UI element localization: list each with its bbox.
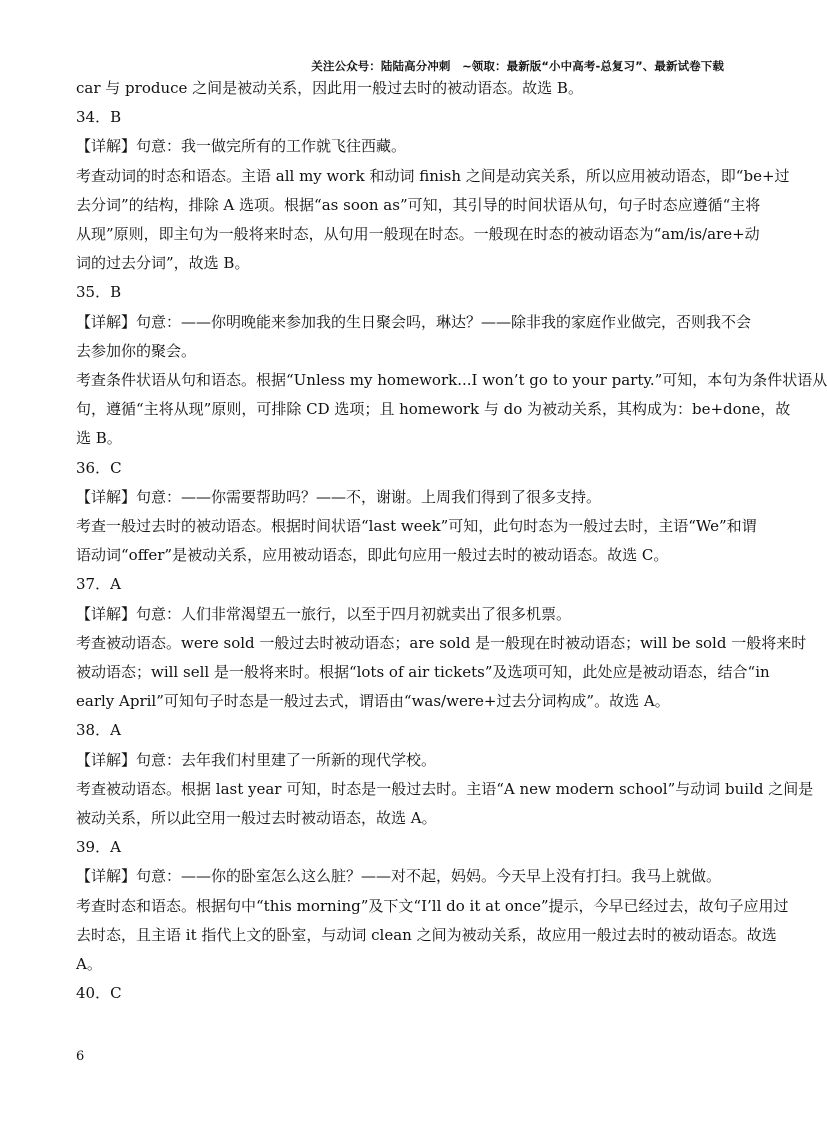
answer-explanations	[76, 74, 827, 1009]
answer-36: 36．C	[76, 458, 122, 477]
text-line: 【详解】句意：——你需要帮助吗？——不，谢谢。上周我们得到了很多支持。	[76, 487, 602, 506]
text-line: 句，遵循“主将从现”原则，可排除 CD 选项；且 homework 与 do 为被动关系，其构成为：be+done，故	[76, 400, 791, 419]
explanation-39	[76, 862, 789, 979]
explanation-35	[76, 308, 827, 454]
text-line: 【详解】句意：去年我们村里建了一所新的现代学校。	[76, 750, 437, 769]
text-line: 考查动词的时态和语态。主语 all my work 和动词 finish 之间是动宾关系，所以应用被动语态，即“be+过	[76, 166, 790, 185]
text-line: 考查被动语态。根据 last year 可知，时态是一般过去时。主语“A new modern school”与动词 build 之间是	[76, 779, 814, 798]
carry-over-explanation	[76, 74, 726, 103]
text-line: 考查被动语态。were sold 一般过去时被动语态；are sold 是一般现在时被动语态；will be sold 一般将来时	[76, 633, 807, 652]
header-promo-note: 关注公众号：陆陆高分冲刺 ~领取：最新版“小中高考-总复习”、最新试卷下载	[311, 59, 724, 73]
text-line: 选 B。	[76, 429, 122, 448]
text-line: 语动词“offer”是被动关系，应用被动语态，即此句应用一般过去时的被动语态。故选 C。	[76, 546, 669, 565]
explanation-37	[76, 600, 807, 717]
text-line: 考查条件状语从句和语态。根据“Unless my homework...I won’t go to your party.”可知，本句为条件状语从	[76, 371, 827, 390]
answer-38: 38．A	[76, 721, 121, 740]
text-line: 【详解】句意：人们非常渴望五一旅行，以至于四月初就卖出了很多机票。	[76, 604, 572, 623]
explanation-38	[76, 746, 814, 834]
text-line: A。	[76, 955, 102, 974]
text-line: car 与 produce 之间是被动关系，因此用一般过去时的被动语态。故选 B。	[76, 79, 583, 97]
explanation-34	[76, 132, 790, 278]
text-line: 考查一般过去时的被动语态。根据时间状语“last week”可知，此句时态为一般过去时，主语“We”和谓	[76, 517, 757, 536]
text-line: 考查时态和语态。根据句中“this morning”及下文“I’ll do it at once”提示，今早已经过去，故句子应用过	[76, 896, 789, 915]
answer-40: 40．C	[76, 984, 122, 1003]
text-line: 去分词”的结构，排除 A 选项。根据“as soon as”可知，其引导的时间状语从句，句子时态应遵循“主将	[76, 195, 761, 214]
text-line: 【详解】句意：——你明晚能来参加我的生日聚会吗，琳达？——除非我的家庭作业做完，否则我不会	[76, 312, 752, 331]
text-line: 【详解】句意：我一做完所有的工作就飞往西藏。	[76, 137, 407, 156]
text-line: 【详解】句意：——你的卧室怎么这么脏？——对不起，妈妈。今天早上没有打扫。我马上就做。	[76, 867, 722, 886]
page-number: 6	[76, 1049, 85, 1064]
text-line: early April”可知句子时态是一般过去式，谓语由“was/were+过去分词构成”。故选 A。	[76, 692, 670, 711]
text-line: 去时态，且主语 it 指代上文的卧室，与动词 clean 之间为被动关系，故应用一般过去时的被动语态。故选	[76, 925, 777, 944]
explanation-36	[76, 483, 757, 571]
answer-34: 34．B	[76, 108, 122, 127]
text-line: 被动关系，所以此空用一般过去时被动语态，故选 A。	[76, 809, 437, 828]
answer-39: 39．A	[76, 838, 121, 857]
answer-35: 35．B	[76, 283, 122, 302]
text-line: 词的过去分词”，故选 B。	[76, 254, 250, 273]
text-line: 去参加你的聚会。	[76, 341, 197, 360]
text-line: 被动语态；will sell 是一般将来时。根据“lots of air tickets”及选项可知，此处应是被动语态，结合“in	[76, 663, 770, 682]
answer-37: 37．A	[76, 575, 121, 594]
text-line: 从现”原则，即主句为一般将来时态，从句用一般现在时态。一般现在时态的被动语态为“am/is/are+动	[76, 225, 760, 244]
